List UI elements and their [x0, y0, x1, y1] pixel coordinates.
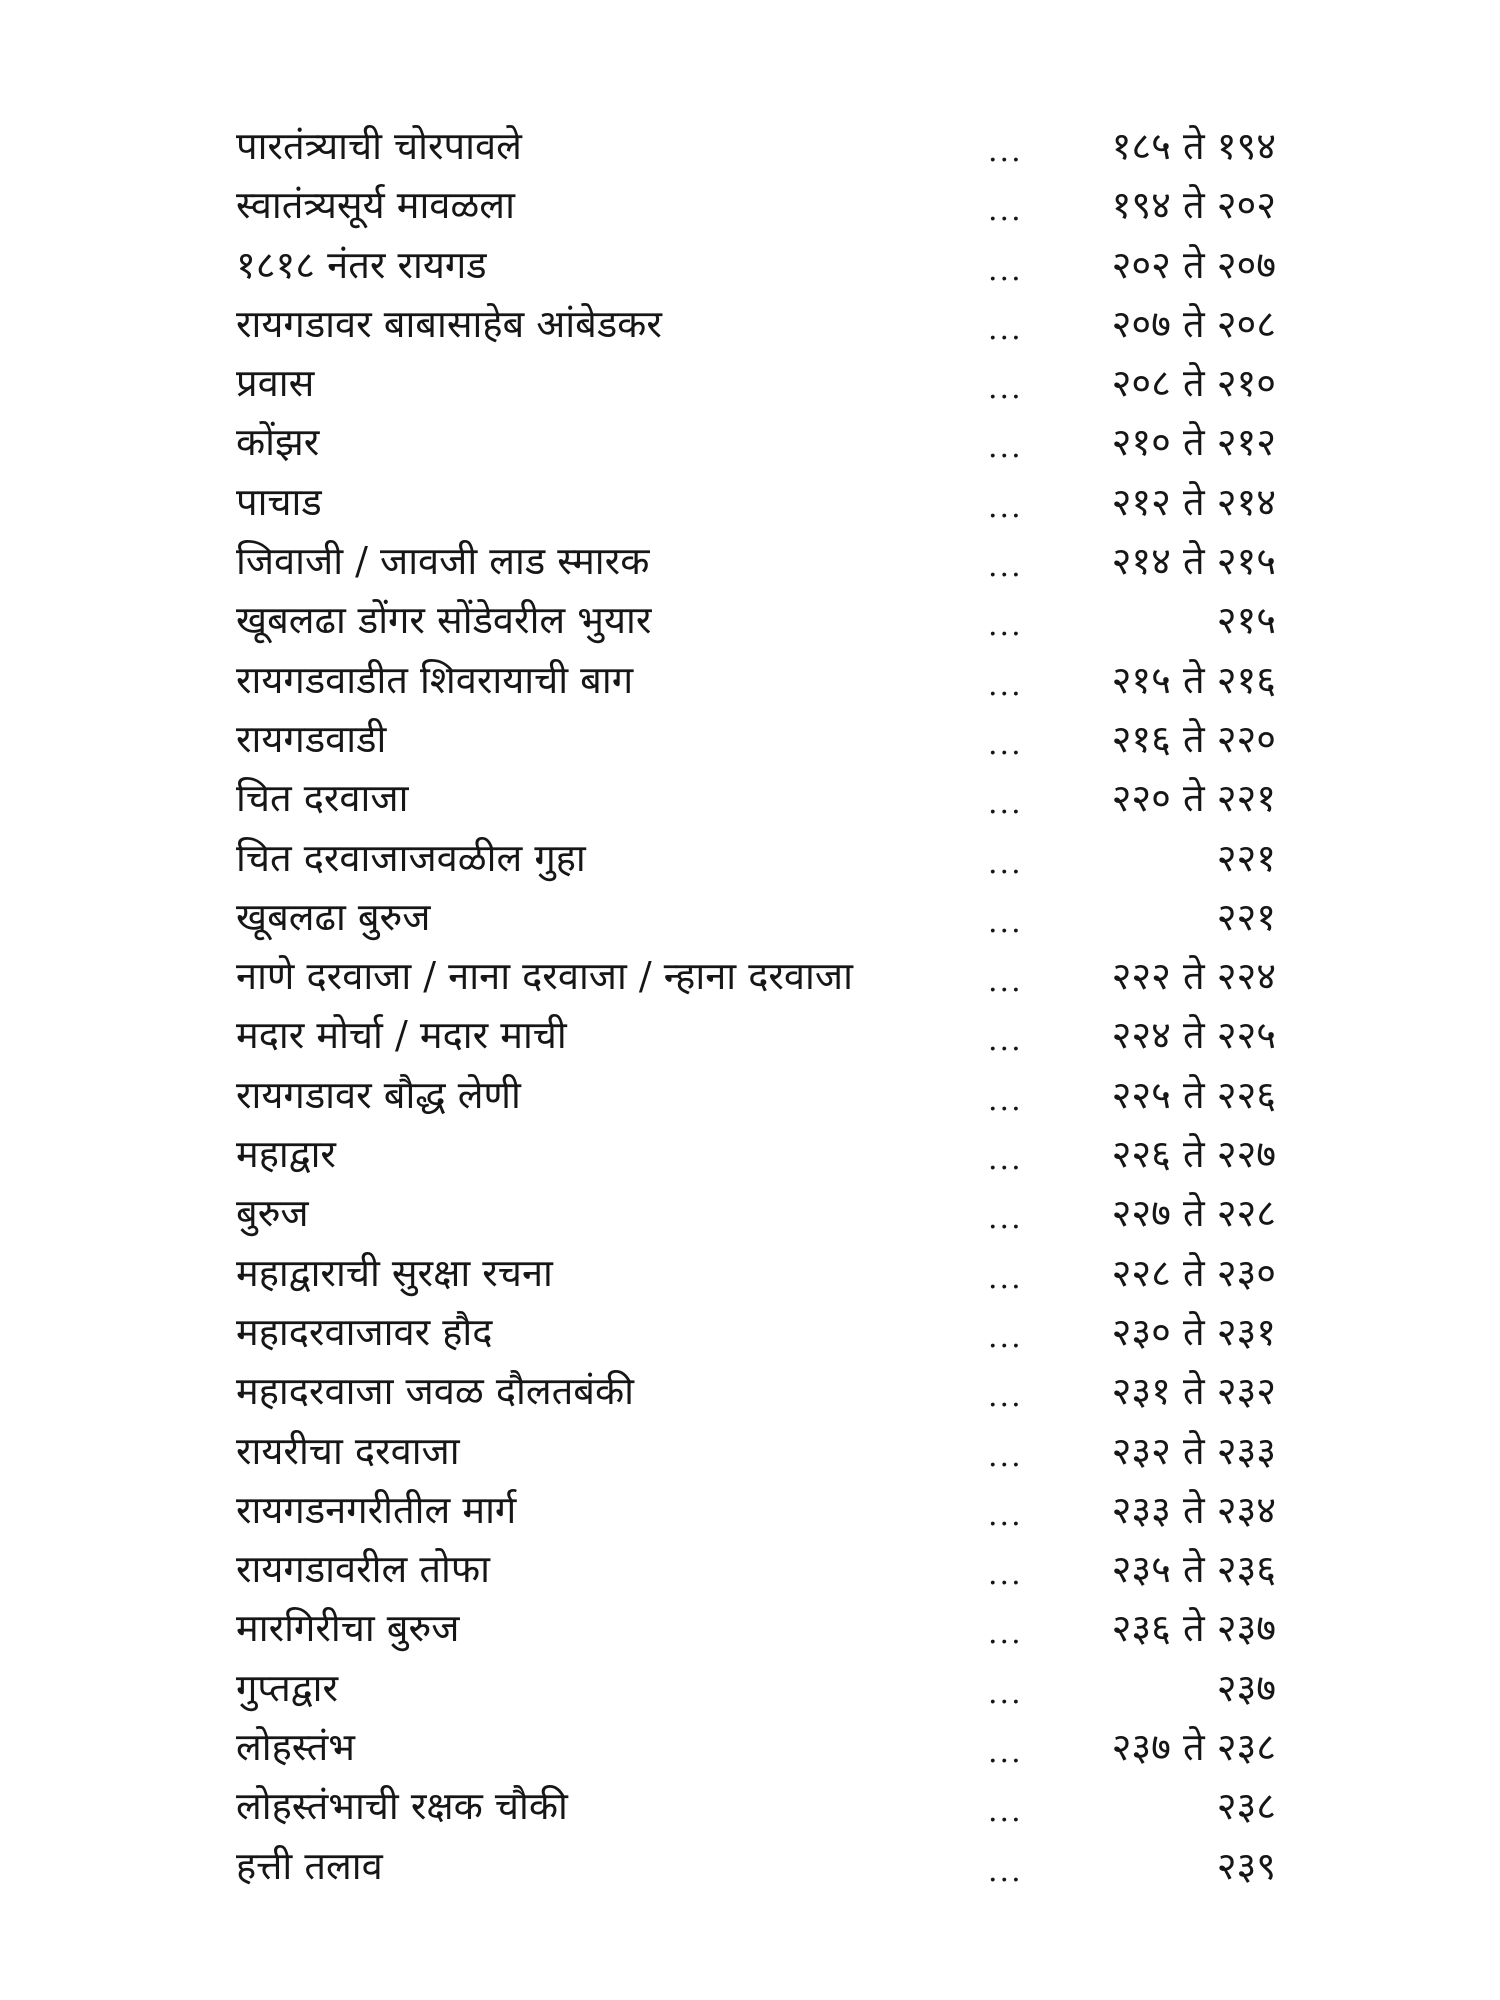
toc-entry-leader-dots: ...: [988, 1142, 1023, 1178]
toc-entry-page-range: २२८ ते २३०: [1111, 1250, 1276, 1295]
toc-entry-title: १८१८ नंतर रायगड: [236, 242, 487, 287]
toc-entry-leader-dots: ...: [988, 311, 1023, 347]
toc-entry-leader-dots: ...: [988, 786, 1023, 822]
toc-entry: [236, 950, 1276, 1009]
toc-entry-title: चित दरवाजा: [236, 776, 409, 821]
toc-entry-title: हत्ती तलाव: [236, 1843, 383, 1888]
toc-entry: [236, 1484, 1276, 1543]
toc-entry-page-range: १९४ ते २०२: [1111, 183, 1276, 228]
toc-entry-page-range: २३१ ते २३२: [1111, 1369, 1276, 1414]
toc-entry-title: पारतंत्र्याची चोरपावले: [236, 124, 522, 168]
toc-entry-page-range: २३५ ते २३६: [1111, 1547, 1276, 1592]
toc-entry-title: गुप्तद्वार: [236, 1665, 338, 1710]
toc-entry-leader-dots: ...: [988, 1438, 1023, 1474]
toc-entry-leader-dots: ...: [988, 667, 1023, 703]
toc-entry-page-range: २२७ ते २२८: [1111, 1191, 1276, 1236]
toc-entry-page-range: २०७ ते २०८: [1111, 301, 1276, 346]
toc-entry-page-range: २१५: [1216, 598, 1276, 643]
toc-entry-leader-dots: ...: [988, 608, 1023, 644]
toc-entry-page-range: १८५ ते १९४: [1111, 124, 1276, 168]
toc-entry-page-range: २३८: [1216, 1784, 1276, 1829]
toc-entry-leader-dots: ...: [988, 1260, 1023, 1296]
toc-entry: [236, 713, 1276, 772]
toc-entry: [236, 476, 1276, 535]
toc-entry-title: कोंझर: [236, 420, 320, 465]
toc-entry: [236, 1721, 1276, 1780]
toc-entry-title: मदार मोर्चा / मदार माची: [236, 1013, 567, 1058]
toc-entry-leader-dots: ...: [988, 1675, 1023, 1711]
toc-entry: [236, 832, 1276, 891]
toc-entry-page-range: २२६ ते २२७: [1111, 1132, 1276, 1177]
toc-entry-title: रायगडावर बौद्ध लेणी: [236, 1072, 521, 1117]
toc-entry: [236, 654, 1276, 713]
toc-entry-page-range: २३० ते २३१: [1111, 1309, 1276, 1354]
toc-entry-page-range: २१६ ते २२०: [1111, 716, 1276, 761]
table-of-contents: [236, 120, 1276, 1899]
toc-entry-leader-dots: ...: [988, 1379, 1023, 1415]
toc-entry-leader-dots: ...: [988, 1616, 1023, 1652]
toc-entry: [236, 1187, 1276, 1246]
toc-entry-title: लोहस्तंभाची रक्षक चौकी: [236, 1784, 568, 1829]
toc-entry-title: स्वातंत्र्यसूर्य मावळला: [236, 183, 515, 228]
toc-entry: [236, 1009, 1276, 1068]
toc-entry-title: बुरुज: [236, 1191, 309, 1236]
toc-entry-leader-dots: ...: [988, 252, 1023, 288]
toc-entry-leader-dots: ...: [988, 845, 1023, 881]
toc-entry-leader-dots: ...: [988, 1023, 1023, 1059]
toc-entry: [236, 416, 1276, 475]
toc-entry: [236, 594, 1276, 653]
toc-entry: [236, 1069, 1276, 1128]
toc-entry-leader-dots: ...: [988, 371, 1023, 407]
toc-entry-page-range: २२० ते २२१: [1111, 776, 1276, 821]
toc-entry: [236, 298, 1276, 357]
toc-entry: [236, 1425, 1276, 1484]
toc-entry-title: मारगिरीचा बुरुज: [236, 1606, 460, 1651]
toc-entry: [236, 1543, 1276, 1602]
toc-entry-leader-dots: ...: [988, 1497, 1023, 1533]
toc-entry-title: रायगडवाडीत शिवरायाची बाग: [236, 657, 634, 702]
toc-entry-page-range: २१० ते २१२: [1111, 420, 1276, 465]
toc-entry-leader-dots: ...: [988, 1319, 1023, 1355]
toc-entry-title: महादरवाजावर हौद: [236, 1309, 493, 1354]
toc-entry-leader-dots: ...: [988, 1735, 1023, 1771]
toc-entry-title: लोहस्तंभ: [236, 1725, 355, 1770]
toc-entry-page-range: २१२ ते २१४: [1111, 479, 1276, 524]
toc-entry-page-range: २२५ ते २२६: [1111, 1072, 1276, 1117]
toc-entry-title: पाचाड: [236, 479, 322, 524]
toc-entry-title: रायगडनगरीतील मार्ग: [236, 1487, 517, 1532]
toc-entry-page-range: २०८ ते २१०: [1111, 361, 1276, 406]
toc-entry: [236, 1840, 1276, 1899]
toc-entry-leader-dots: ...: [988, 489, 1023, 525]
toc-entry-leader-dots: ...: [988, 726, 1023, 762]
toc-entry-page-range: २२१: [1216, 835, 1276, 880]
toc-entry-page-range: २१५ ते २१६: [1111, 657, 1276, 702]
toc-entry-title: चित दरवाजाजवळील गुहा: [236, 835, 586, 880]
toc-entry: [236, 1780, 1276, 1839]
toc-entry-page-range: २१४ ते २१५: [1111, 539, 1276, 584]
toc-entry-title: रायगडावर बाबासाहेब आंबेडकर: [236, 301, 662, 346]
toc-entry-leader-dots: ...: [988, 549, 1023, 585]
toc-entry-leader-dots: ...: [988, 1082, 1023, 1118]
toc-entry-leader-dots: ...: [988, 193, 1023, 229]
toc-entry-page-range: २२१: [1216, 894, 1276, 939]
toc-entry-leader-dots: ...: [988, 904, 1023, 940]
toc-entry-leader-dots: ...: [988, 430, 1023, 466]
toc-entry: [236, 1247, 1276, 1306]
toc-entry-title: जिवाजी / जावजी लाड स्मारक: [236, 539, 650, 584]
toc-entry-page-range: २३९: [1216, 1843, 1276, 1888]
toc-entry: [236, 1365, 1276, 1424]
toc-entry-leader-dots: ...: [988, 1853, 1023, 1889]
toc-entry-page-range: २३३ ते २३४: [1111, 1487, 1276, 1532]
toc-entry-page-range: २२४ ते २२५: [1111, 1013, 1276, 1058]
toc-entry-title: महाद्वाराची सुरक्षा रचना: [236, 1250, 553, 1295]
toc-entry: [236, 1662, 1276, 1721]
toc-entry: [236, 1602, 1276, 1661]
toc-entry: [236, 239, 1276, 298]
toc-entry-title: प्रवास: [236, 361, 315, 406]
toc-entry: [236, 120, 1276, 179]
toc-entry-page-range: २३७ ते २३८: [1111, 1725, 1276, 1770]
toc-entry-page-range: २३६ ते २३७: [1111, 1606, 1276, 1651]
toc-entry: [236, 179, 1276, 238]
toc-entry-leader-dots: ...: [988, 1201, 1023, 1237]
toc-entry-leader-dots: ...: [988, 1794, 1023, 1830]
toc-entry-title: खूबलढा डोंगर सोंडेवरील भुयार: [236, 598, 652, 643]
toc-entry-title: खूबलढा बुरुज: [236, 894, 431, 939]
toc-entry: [236, 535, 1276, 594]
toc-entry-page-range: २२२ ते २२४: [1111, 954, 1276, 999]
toc-entry-page-range: २३२ ते २३३: [1111, 1428, 1276, 1473]
toc-entry-title: महादरवाजा जवळ दौलतबंकी: [236, 1369, 635, 1414]
toc-entry: [236, 1306, 1276, 1365]
toc-entry-page-range: २३७: [1216, 1665, 1276, 1710]
toc-entry-title: रायगडवाडी: [236, 716, 387, 761]
toc-entry: [236, 891, 1276, 950]
toc-entry-title: नाणे दरवाजा / नाना दरवाजा / न्हाना दरवाजा: [236, 954, 853, 999]
toc-entry-leader-dots: ...: [988, 134, 1023, 169]
toc-entry: [236, 357, 1276, 416]
toc-entry-leader-dots: ...: [988, 964, 1023, 1000]
toc-entry-title: रायगडावरील तोफा: [236, 1547, 490, 1592]
toc-entry-leader-dots: ...: [988, 1557, 1023, 1593]
toc-entry: [236, 1128, 1276, 1187]
toc-entry-title: रायरीचा दरवाजा: [236, 1428, 460, 1473]
toc-entry-title: महाद्वार: [236, 1132, 336, 1177]
toc-entry-page-range: २०२ ते २०७: [1111, 242, 1276, 287]
toc-entry: [236, 772, 1276, 831]
